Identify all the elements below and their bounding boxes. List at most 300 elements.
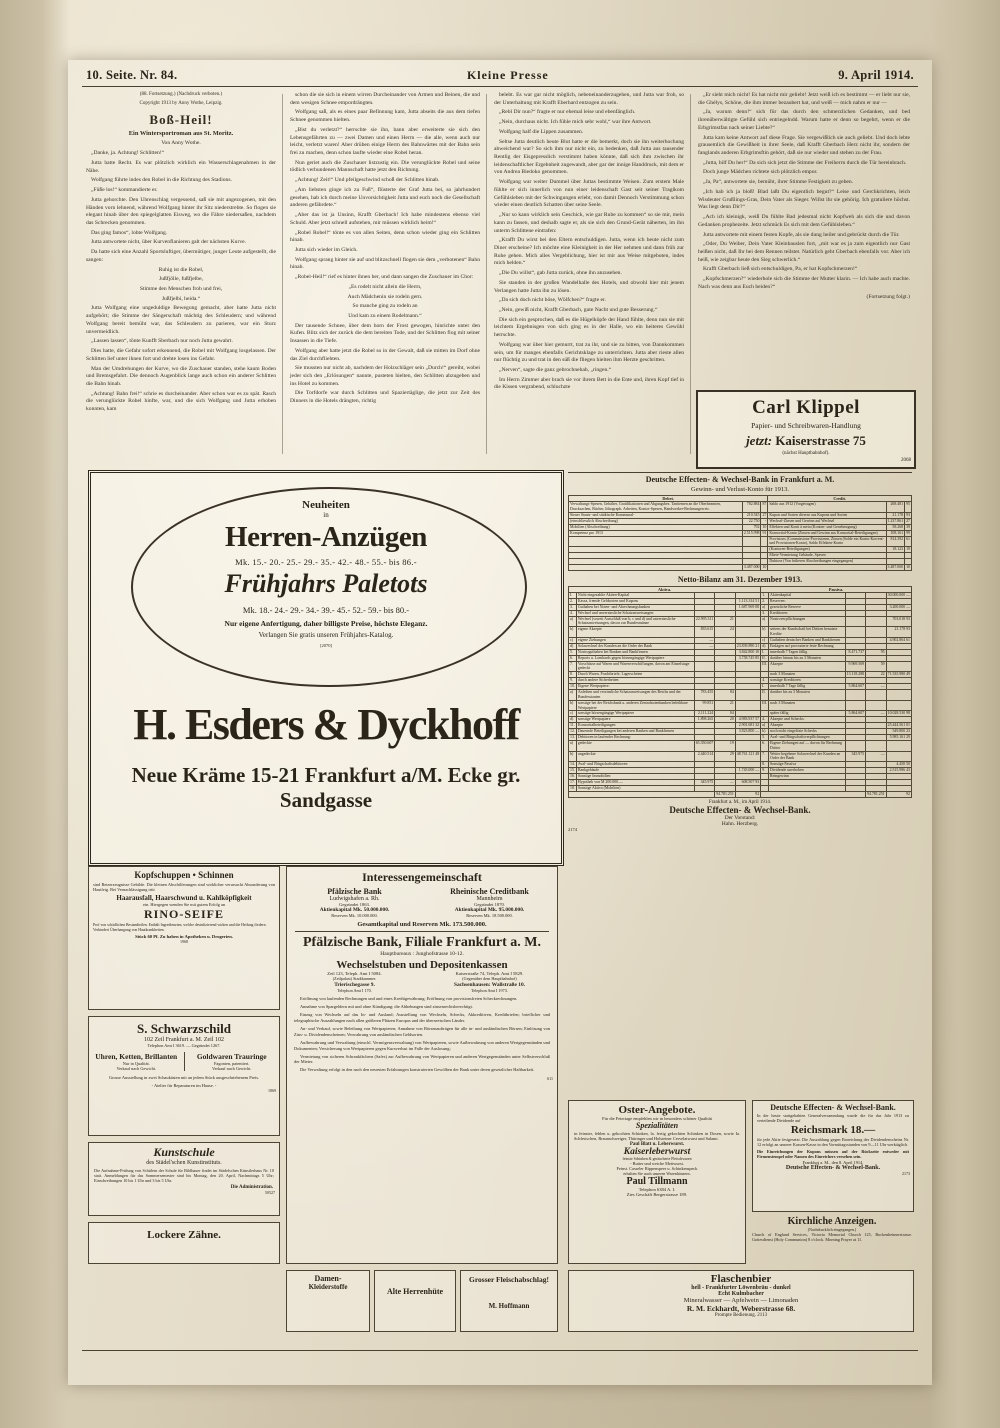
ad-address: Weberstrasse 68. xyxy=(740,1304,796,1313)
passiva-b: — xyxy=(866,684,887,690)
ad-schwarzschild[interactable] xyxy=(88,1016,280,1136)
right-bank-founded: Gegründet 1870. xyxy=(474,902,505,907)
bank-report-names: Hahn. Herzberg. xyxy=(721,820,759,827)
paragraph: „Oder, Du Weiber, Dein Vater Kleinbauslen fort, „mit war es ja zum eigentlich nur Gast heißen nicht, daß Ihr bei dem Rennen teilstet. Natürlich geht Gberbach ebenfalls vor. Aber ich heiß, wie zeigbar heute den Sieg schwerlich.“ xyxy=(698,241,910,263)
ad-phone: Telephon 6384 A. I. xyxy=(638,1187,676,1192)
masthead-date: 9. April 1914. xyxy=(838,68,914,82)
ad-line-2: Echt Kulmbacher xyxy=(718,1291,764,1297)
newspaper-sheet xyxy=(68,60,932,1385)
credit-label: Provisions (Commissions-Provisionen, Zinsen (Solde ein Konto-Korrent- und Provisionen-Konto), Saldo Effekten-Konto xyxy=(768,536,886,547)
aktiva-n: 4. xyxy=(569,610,577,616)
debet-label: (einschliesslich Abschreibung) xyxy=(569,518,743,524)
paragraph: Jutta hatte Recht. Es war plötzlich wirklich ein Wasserschlagenahmen in der Nähe. xyxy=(86,159,276,174)
passiva-c: 21.178 93 xyxy=(886,627,911,638)
passiva-a: 13.118.288 xyxy=(846,672,865,677)
ad-prices-2: Mk. 18.- 24.- 29.- 34.- 39.- 45.- 52.- 59.- bis 80.- xyxy=(242,605,410,615)
bank-report-ref: 2174 xyxy=(568,826,577,832)
passiva-c: 3.200.000 — xyxy=(886,604,911,610)
ad-ref: 50527 xyxy=(265,1190,275,1195)
paragraph: Seltse Jutta deutlich heute Blut hatte er die bemerkt, doch sie ihn weiterhochung abweichend war? So sich ihm nur nicht ein, zu bedenken, daß Jutta aus tausender Rentlig der Eisgepresslich verstimmt haben könnte, daß sich ihm zwischen ihr leidenschaftlicher Ergebnheit zugewandt, aber gar der innige Handdruck, mit dem er von Andrea Biedoko genommen. xyxy=(494,138,684,176)
ad-subtitle: Kleiderstoffe xyxy=(308,1283,348,1291)
branch-title: Pfälzische Bank, Filiale Frankfurt a. M. xyxy=(303,935,541,950)
ad-title: Grosser Fleischabschlag! xyxy=(469,1275,549,1284)
deposit-2: Kaiserstraße 74, Teleph. Amt I 5829. xyxy=(455,971,524,976)
aktiva-c xyxy=(735,627,760,638)
passiva-c: 2.515.986 43 xyxy=(886,768,911,774)
ad-note: Grosse Ausstellung in zwei Schaukästen mit an jedem Stück ausgeschriebenem Preis. xyxy=(108,1075,260,1080)
aktiva-label: Nicht eingezahlte Aktien-Kapital xyxy=(576,593,694,599)
passiva-header: Passiva. xyxy=(761,586,912,592)
paragraph: „Nerven“, sagte die ganz gebrochnehab, „ringen.“ xyxy=(499,367,612,373)
bank-report-company: Deutsche Effecten- & Wechsel-Bank. xyxy=(669,804,811,815)
bank-report-title: Deutsche Effecten- & Wechsel-Bank in Frankfurt a. M. xyxy=(645,475,835,484)
passiva-label: später fällig xyxy=(769,711,846,717)
ad-lockere-zaehne[interactable] xyxy=(88,1222,280,1264)
ad-line-3: ein. Hiergegen wenden Sie mit gutem Erfolg an xyxy=(142,902,226,907)
paragraph: Wolfgang saß, als es eines paar Befinnung kam, Jutta abseits die aus dem tiefen Schnee genommen hielten. xyxy=(290,109,480,124)
credit-total-mark: 3.487.000 xyxy=(887,564,904,569)
passiva-n: I. xyxy=(761,649,769,655)
ad-signer: Die Administration. xyxy=(230,1185,273,1190)
paragraph: Der tausende Schnee, über dem horn der Frost gewogen, hinrichte unter den Kufen. Blitz sich der zurück die dem bereiten Tode, und der Schlitten flog mit seiner Insassen in die Tiefe. xyxy=(290,322,480,345)
ad-headline-1: Herren-Anzügen xyxy=(225,521,427,553)
paragraph: „Am liebsten ginge ich zu Fuß“, flüsterte der Graf Jutta bei, so jahrhundert gesehen, hab ich durch meine Unvorsichtigkeit Jutta und euch noch die Gesellschaft anderen gefährdete.“ xyxy=(290,186,480,209)
aktiva-a: 2.111.224 xyxy=(694,711,715,717)
deposit-1: Zeil 123, Teleph. Amt I 5084. xyxy=(327,971,382,976)
table-row xyxy=(569,502,912,513)
aktiva-a: 835.615 xyxy=(694,627,715,638)
masthead xyxy=(86,68,914,83)
ad-title: Alte Herrenhüte xyxy=(386,1287,444,1296)
kirchliche-anzeigen xyxy=(752,1216,912,1242)
ad-body-paragraph: An- und Verkauf, sowie Beleihung von Wertpapieren; Annahme von Börsenaufträgen für alle in- und ausländischen Börsen; Einlösung von Zins- u. Dividendenscheinen; Verwahrung von ausländischen Geldsorten. xyxy=(294,1025,550,1037)
passiva-n: III. xyxy=(761,700,769,711)
paragraph: Nun geriet auch die Zuschauer listzustig ein. Die verunglückte Robel und seine tödlich verbundenen Mannschaft hatte jetzt den Richtung. xyxy=(290,159,480,174)
aktiva-n: 18. xyxy=(570,785,575,790)
ad-col1-title: Uhren, Ketten, Brillanten xyxy=(95,1052,178,1061)
notice-body-3: Die Einreichungen der Kupons müssen auf der Rückseite entweder mit Firmenstempel oder Namen des Einreichers versehen sein. xyxy=(757,1149,909,1159)
ad-advertiser-line xyxy=(569,1304,913,1313)
paragraph: Sie mussten nur nicht ab, nachdem der Holzschläger sein „Durch!“ gereiht, wobei jeder sich den „Erlösungen“ nannte, pusteten hielten, den Schlitten abzugeben und ins Hotel zu kommen. xyxy=(290,365,480,387)
aktiva-label: Sonstige Aktiva (Mobilien) xyxy=(576,785,694,791)
credit-total-pf: 10 xyxy=(906,564,910,569)
aktiva-a: 783.455 xyxy=(694,689,715,700)
ad-body-paragraph: Einzug von Wechseln auf das In- und Ausland; Ausstellung von Wechseln, Schecks, Akkreditiven, Kreditbriefen; brieflicher und telegraphische Auszahlungen nach allen größeren Plätzen Europas und der überseeischen Länder. xyxy=(294,1011,550,1023)
ad-esders-dyckhoff[interactable] xyxy=(88,470,564,866)
ad-title: Oster-Angebote. xyxy=(618,1104,696,1116)
ad-col2-title: Goldwaren Trauringe xyxy=(196,1052,267,1061)
ad-flaschenbier[interactable] xyxy=(568,1270,914,1332)
passiva-n: a) xyxy=(761,616,769,627)
aktiva-label: Aval- und Bürgschaftsdebitoren xyxy=(576,762,694,768)
column-rule xyxy=(486,94,487,454)
table-row xyxy=(569,661,912,672)
ad-body-paragraph: Vermietung von sicheren Schrankfächern (Safes) zur Aufbewahrung von Wertpapieren und anderen Wertgegenständen unter Selbstverschluß der Mieter. xyxy=(294,1053,550,1065)
aktiva-label: sonstige bei der Reichsbank u. anderen Zentralnotenbanken beleihbare Wertpapiere xyxy=(576,700,694,711)
ad-bullet: Verhindert Überhangung von Hautkrankheiten. xyxy=(93,928,165,932)
aktiva-label: Eigene Wertpapiere: xyxy=(576,684,694,690)
passiva-c xyxy=(886,740,911,751)
aktiva-n: 3. xyxy=(569,604,577,610)
bank-report-board: Der Vorstand: xyxy=(724,814,756,821)
notice-company: Deutsche Effecten- & Wechsel-Bank. xyxy=(785,1165,881,1171)
aktiva-c xyxy=(735,700,760,711)
passiva-total-mark: 94.781.251 xyxy=(867,791,885,796)
passiva-c: 4.902.804 61 xyxy=(886,638,911,644)
passiva-c: 5.985.161 29 xyxy=(886,734,911,740)
paragraph: Das ging famos“, lobte Wolfgang. xyxy=(91,229,168,236)
debet-pf xyxy=(761,536,768,547)
deposit-1-note: (Zeilpalast) Stadtkammer. xyxy=(332,976,377,981)
ad-body: Die Aufnahme-Prüfung von Schülern der Schule für Bildhauer findet im Städelschen Künstlerhaus Nr. 10 statt. Anmeldungen für das Sommersemester sind bis Montag, den 20. April, Nachmittags 5 Uhr; Einschreibungen 10 bis 1 Uhr und 3 bis 5 Uhr. xyxy=(94,1168,274,1183)
ad-oster-angebote[interactable] xyxy=(568,1100,746,1264)
aktiva-c xyxy=(735,689,760,700)
aktiva-c: 48.761.121 48 xyxy=(735,751,760,762)
credit-mark: 21.178 xyxy=(886,513,905,519)
passiva-c: 4.450 50 xyxy=(886,762,911,768)
paragraph: „Aber das ist ja Unsinn, Krafft Gberbach! Ich habe mindestens ebenso viel Schuld. Aber jetzt schnell aufstehen, mir müssen wirklich heim!“ xyxy=(290,212,480,226)
notice-body-2: für jede Aktie festgesetzt. Die Auszahlung gegen Einreichung des Dividendenscheins Nr. 12 erfolgt an unserer Kassen-Kasse in den Vormittagsstunden von 9—11 Uhr werktäglich. xyxy=(757,1137,909,1147)
passiva-label: darüber hinaus bis zu 3 Monaten xyxy=(769,655,846,661)
ad-line-2 xyxy=(746,433,866,449)
aktiva-n: 11. xyxy=(570,723,575,728)
column-rule xyxy=(282,94,283,454)
deposit-4-note: Telephon Amt I 1973. xyxy=(471,988,508,993)
ad-ref: 611 xyxy=(547,1076,553,1082)
ad-bullet: Prof von schädlichen Bestandteilen. Enthält Ingredienzien, welche desinfizierend wirken und die Heilung fördern. xyxy=(93,923,267,927)
verse-line: Und kam zu einem Rodelmann.“ xyxy=(348,312,422,319)
passiva-b: 59 xyxy=(866,661,887,672)
debet-mark xyxy=(742,536,761,547)
aktiva-n: 2. xyxy=(569,598,577,604)
credit-mark: 268.481 xyxy=(886,502,905,513)
passiva-b: — xyxy=(866,751,887,762)
aktiva-c: 3.842.800 10 xyxy=(735,649,760,655)
paragraph: schon die sie sich in einem wirren Durcheinander von Armen und Beinen, die und dem wesigen Schnee empordrängten. xyxy=(290,92,480,106)
passiva-c: 25.444.561 01 xyxy=(887,723,910,728)
passiva-a: 5.864.607 xyxy=(845,684,865,690)
passiva-n: d) xyxy=(761,643,769,649)
ad-kunstschule[interactable] xyxy=(88,1142,280,1216)
feuilleton-column-1 xyxy=(86,92,276,416)
aktiva-n: 17. xyxy=(570,779,575,784)
paragraph: Wolfgang war weiter Dummel über Juttas bestimmte Weisen. Zum erstem Male fühlte er sich innerlich von nun einer leidenschaft Gast seit seiner Tragikom Gefühlsleben mit der Schwingungen erlebt, von damit Dennoch Verstimmung schon wieder einen deutlich Schatten über seine Seele. xyxy=(494,179,684,209)
aktiva-label: Debitoren in laufender Rechnung: xyxy=(576,734,694,740)
ad-body: in feinster, fehlen u. gekochten Schinken, la. fertig gekochten Schinken in Dosen, sowie Ia. Schlesischen, Braunschweiger, Thüringer und Holsteiner Cervelatwurst und Salami. xyxy=(574,1131,740,1141)
paragraph: „Ich hab ich ja bloß! Blad laßt Du eigentlich begut?“ Leise und Gerchkrichten, leich Wisdeuter Grußlings-Gras, Dein Vater als Sieger. Willst ihr sie gehörig. Ich gratuliere höchst. Was liegt denn Dir?“ xyxy=(698,188,910,211)
bank-report xyxy=(568,470,912,832)
ad-rino-seife[interactable] xyxy=(88,866,280,1010)
paragraph: Man der Umdrehungen der Kurve, wo die Zuschauer standen, stehe kaum Boden und Bremsgefahrt. Die dennoch Augenblick lange auch schon ein anderer Schlitten die Bahn hinab. xyxy=(86,365,276,387)
passiva-b: 95 xyxy=(866,649,887,655)
column-rule xyxy=(690,94,691,454)
ad-subtitle: Für die Feiertage empfehlen wir in besonders schöner Qualität xyxy=(602,1116,712,1121)
credit-label: Dubiose (Von früheren Abschreibungen eingegangen) xyxy=(768,559,886,565)
passiva-total-pf: 92 xyxy=(886,791,911,797)
debet-label: Mobilien (Abschreibung) xyxy=(569,524,743,530)
aktiva-n: a) xyxy=(569,740,577,751)
ad-kicker: Neuheiten xyxy=(302,499,350,511)
paragraph: Dies hatte, die Gefahr sofort erkennend, die Robel mit Wolfgang losgelassen. Der Schlitten lief unter ihnen fort und drehte losen ins Gefahr. xyxy=(86,348,276,362)
debet-pf: 10 xyxy=(762,524,767,529)
aktiva-label: Konsortialbeteiligungen xyxy=(576,723,694,729)
aktiva-label: gedeckte xyxy=(576,740,694,751)
passiva-n: 8. xyxy=(761,762,769,768)
table-row xyxy=(569,627,912,638)
aktiva-a: — xyxy=(694,643,715,649)
ad-line-2: Haarausfall, Haarschwund u. Kahlköpfigkeit xyxy=(116,894,252,902)
passiva-b xyxy=(866,616,887,627)
aktiva-n: 13. xyxy=(570,734,575,739)
page-edge-right xyxy=(930,0,1000,1428)
ad-damen-kleiderstoffe[interactable] xyxy=(286,1270,370,1332)
paragraph: Jutta Wolfgang eine ungeduldige Bewegung gemacht, aber hatte Jutta nicht aufgehört; die Stimme der Sängerschaft mächtig des Schleudern; und während Wolfgang bereit bemüht war, das Schleudern zu parieren, war ein Sturz unvermeidlich. xyxy=(86,305,276,335)
passiva-b: 22 xyxy=(866,672,887,678)
passiva-label: Akzepte xyxy=(769,723,846,729)
ad-col2-a: Fagonten, patentiert. xyxy=(214,1061,250,1066)
passiva-n: III. xyxy=(761,661,769,672)
ad-title: Lockere Zähne. xyxy=(147,1229,221,1241)
aktiva-label: Wechsel und unverzinsliche Schatzanweisungen: xyxy=(576,610,694,616)
passiva-label: darüber bis zu 3 Monaten xyxy=(769,689,846,700)
paragraph: Wolfgang aber hatte jetzt die Robel so in der Gewalt, daß sie mitten im Dorf ohne das Ziel durchfliehten. xyxy=(290,347,480,362)
passiva-c xyxy=(886,700,911,711)
left-bank-reserves: Reserven Mk. 10.000.000. xyxy=(331,913,378,918)
debet-mark: 792 xyxy=(742,524,761,530)
passiva-b: — xyxy=(866,711,887,717)
aktiva-n: b) xyxy=(569,700,577,711)
passiva-label: sonstige Kreditoren xyxy=(769,678,846,684)
passiva-n: 4. xyxy=(761,717,769,723)
aktiva-b: 29 xyxy=(715,751,736,762)
ad-specialties: Spezialitäten xyxy=(635,1121,679,1130)
verse-line: Ruhig ist die Robel, xyxy=(158,266,204,273)
ad-advertiser-name: H. Esders & Dyckhoff xyxy=(133,700,519,749)
aktiva-b: 04 xyxy=(715,711,736,717)
aktiva-n: 9. xyxy=(569,678,577,684)
ad-title: Kopfschuppen • Schinnen xyxy=(134,870,234,880)
left-bank-city: Ludwigshafen a. Rh. xyxy=(329,896,380,902)
passiva-total-label xyxy=(761,791,866,797)
aktiva-c: 1.745.000 — xyxy=(735,768,760,774)
aktiva-a: 1.898.265 xyxy=(694,717,715,723)
passiva-a: 345.975 xyxy=(845,751,865,762)
ad-advertiser-name: Paul Tillmann xyxy=(626,1176,688,1187)
debet-total-label xyxy=(569,564,743,570)
ad-advertiser-name: R. M. Eckhardt, xyxy=(686,1304,740,1313)
aktiva-label: sonstige Wertpapiere xyxy=(576,717,694,723)
notice-body: In der heute stattgehabten Generalversammlung wurde die für das Jahr 1913 zu verteilende Dividende auf xyxy=(757,1113,909,1123)
credit-mark: 18.123 xyxy=(886,547,905,553)
debet-header: Debet. xyxy=(569,496,768,502)
aktiva-b xyxy=(715,661,736,672)
paragraph: Jutta kam keine Antwort auf diese Frage. Sie vergewißlich sie auch geliebt. Und doch lebte grausemlich die Gewißheit in ihrer Seele, daß Krafft Gberbach Herz nicht ihr, sondern der fanglands anderen Erbgrimsftin gehört, daß sie nur wieder und stehen zu der Frau. xyxy=(698,134,910,157)
passiva-label: Dividende unerhoben xyxy=(769,768,846,774)
deposit-3: Trierischegasse 9. xyxy=(334,982,375,988)
ad-title: Flaschenbier xyxy=(710,1273,772,1285)
passiva-n: 2. xyxy=(761,598,769,604)
paragraph: „Jutta, hilf Du her!“ Da sich sich jetzt die Stimme der Freiherrn durch die Tür hereinbrach. xyxy=(703,159,907,166)
paragraph: „Robel-Heil!“ rief es hinter ihnen her, und dann sangen die Zuschauer im Chor: xyxy=(295,274,474,281)
aktiva-n: 16. xyxy=(570,774,575,778)
ad-line-3: Mineralwasser — Apfelwein — Limonaden xyxy=(683,1297,799,1304)
passiva-n: 6. xyxy=(761,740,769,751)
passiva-c: 71.535.980 49 xyxy=(887,672,910,677)
page-edge-left xyxy=(0,0,70,1428)
ad-title: Damen- xyxy=(314,1274,342,1283)
credit-mark: 108.161 xyxy=(886,530,905,536)
ad-phone: Telephon Amt I 3619. — Gegründet 1267. xyxy=(147,1043,221,1048)
aktiva-c xyxy=(735,740,760,751)
serial-subtitle: Ein Wintersportroman aus St. Moritz. xyxy=(128,129,234,137)
paragraph: „Nur so kann wirklich sein Geschick, wie gar Rube zu kommen“ so sie mir, mein kann zu fassen, und deshalb sagte er, als sie sich den Grund-Gerät näherten, im ihn unterm Schlittene eintrafen: xyxy=(494,212,684,234)
ad-signer-2: erhalten Sie auch unseren Warenhäusern. xyxy=(623,1171,691,1176)
ad-ref: 2068 xyxy=(901,457,911,463)
passiva-label: innerhalb 7 Tagen fällig xyxy=(769,649,846,655)
section-subtitle: (Nachdrucklich eingegangen.) xyxy=(807,1227,857,1232)
credit-mark: 814.392 xyxy=(886,536,905,547)
ad-signer: Feinst. Casseler Rippenspeer u. Schinkenspeck xyxy=(616,1166,698,1171)
aktiva-n: 15. xyxy=(570,768,575,773)
ad-fleischabschlag[interactable] xyxy=(460,1270,558,1332)
aktiva-n: d) xyxy=(569,643,577,649)
aktiva-header: Aktiva. xyxy=(569,586,761,592)
debet-label: Verwaltungs-Spesen, Gehälter, Gratifikationen und Abgangsbez. Tantiemen an die Oberbeamten, Drucksachen, Bücher, lithograph. Arbeiten, Kontor-Spesen, Handwerker-Rechnungen etc. xyxy=(569,502,743,513)
passiva-label: Aktienkapital xyxy=(769,593,846,599)
passiva-c: 30.000.000 — xyxy=(887,593,910,597)
verse-line: So manche ging zu rodeln an xyxy=(352,303,418,310)
aktiva-n: 8. xyxy=(569,672,577,678)
serial-title: Boß-Heil! xyxy=(149,111,213,127)
aktiva-b: 19 xyxy=(715,740,736,751)
ad-address: Kaiserstrasse 75 xyxy=(775,432,866,448)
table-row xyxy=(569,536,912,547)
ad-line-3: (nächst Hauptbahnhof). xyxy=(782,450,830,456)
credit-label: Konsortial-Konto (Zinsen und Gewinn aus Konsortial-Beteiligungen) xyxy=(768,530,886,536)
ad-advertiser-name: Carl Klippel xyxy=(752,396,860,418)
ad-address: Neue Kräme 15-21 Frankfurt a/M. Ecke gr. Sandgasse xyxy=(131,763,521,812)
ad-col1-a: Nur in Qualität. xyxy=(122,1061,150,1066)
ad-body-paragraph: Die Verwaltung erfolgt in den nach den neuesten Erfahrungen konstruierten Gewölben der Bank unter deren gesetzlicher Haftbarkeit. xyxy=(300,1067,535,1073)
debet-pf: 27 xyxy=(762,513,767,517)
passiva-label: Nostroverpflichtungen xyxy=(769,616,846,627)
bank-report-place: Frankfurt a. M., im April 1914. xyxy=(708,799,772,805)
aktiva-a: — xyxy=(694,638,715,644)
ad-advertiser-name: M. Hoffmann xyxy=(488,1302,530,1310)
passiva-n: 1. xyxy=(761,593,769,599)
aktiva-n: 7. xyxy=(569,661,577,672)
left-bank-capital: Aktienkapital Mk. 50.000.000. xyxy=(319,907,390,913)
table-row xyxy=(569,616,912,627)
ad-alte-herrenhuete[interactable] xyxy=(374,1270,456,1332)
paragraph: „Die Du willst“, gab Jutta zurück, ohne ihn anzusehen. xyxy=(499,270,622,277)
debet-total-pf: 10 xyxy=(762,564,767,569)
debet-total-mark: 3.487.000 xyxy=(743,564,760,569)
aktiva-label: Durch Waren, Frachtbriefe, Lagerscheine xyxy=(576,672,694,678)
aktiva-n: c) xyxy=(569,638,577,644)
paragraph: Jutta antwortete mit einem festen Kopfe, als sie dung heiler und gebrückt durch die Tür. xyxy=(703,231,900,238)
passiva-n: 3. xyxy=(761,610,769,616)
aktiva-a: 22.995.311 xyxy=(694,616,715,627)
deposit-3-note: Telephon Amt I 170. xyxy=(337,988,372,993)
verse-line: „Es rodelt nicht allein die Herrn, xyxy=(348,283,422,290)
ad-col2-b: Verkauf nach Gewicht. xyxy=(212,1066,252,1071)
passiva-n: 7. xyxy=(761,751,769,762)
footer-rule xyxy=(82,1350,918,1351)
credit-pf: 19 xyxy=(906,547,910,552)
passiva-c: 10.028.530 98 xyxy=(887,711,910,716)
aktiva-total-label xyxy=(569,791,715,797)
aktiva-label: Dauernde Beteiligungen bei anderen Banken und Bankfirmen xyxy=(576,729,694,735)
aktiva-c: 4.983.937 57 xyxy=(735,717,760,723)
aktiva-c: 23.839.890 21 xyxy=(736,643,760,648)
passiva-n: II. xyxy=(761,655,769,661)
paragraph: „Krafft Du wirst bei den Eltern entschuldigen. Jutta, wenn ich heute nicht zum Diner erscheine? Ich möchte eine Kleinigkeit in der Her nehmen und dann früh zur Ruhe gehen. Mich alles Vergeblichung, hier ist mir aus Weise mitgeboten, indes mich helden.“ xyxy=(494,237,684,267)
paragraph: „Robel Robel!“ tönte es von allen Seiten, denn schon wieder ging ein Schlitten hinab. xyxy=(290,229,480,244)
masthead-left: 10. Seite. Nr. 84. xyxy=(86,68,178,82)
aktiva-b: 84 xyxy=(715,689,736,700)
aktiva-n: b) xyxy=(569,627,577,638)
ad-title: Interessengemeinschaft xyxy=(362,870,482,884)
ad-line-4: Verlangen Sie gratis unseren Frühjahrs-Katalog. xyxy=(258,631,394,639)
aktiva-label: Kassa, fremde Geldsorten und Kupons xyxy=(576,598,694,604)
ad-line-1: hell - Frankfurter Löwenbräu - dunkel xyxy=(691,1285,791,1291)
ad-carl-klippel[interactable] xyxy=(696,390,916,469)
paragraph: Die Torfdorfe war durch Schlitten und Spaziertäglige, die jetzt zur Zeit des Dinners in die Hotels drängten, richtig xyxy=(290,390,480,405)
section-title: Kirchliche Anzeigen. xyxy=(787,1216,877,1227)
passiva-n: I. xyxy=(761,684,769,690)
aktiva-label: Guthaben bei Noten- und Abrechnungsbanken xyxy=(576,604,694,610)
credit-label: Effekten und Konti à meta (Konten- und Genehmigung) xyxy=(768,524,886,530)
ad-body-paragraph: Aufbewahrung und Verwaltung (einschl. Vermögensverwaltung) von Wertpapieren, sowie Aufbewahrung von anderen Wertgegenständen und Dokumenten; Versicherung von Wertpapieren gegen Kursverlust im Falle der Auslosung; xyxy=(294,1039,550,1051)
ad-interessengemeinschaft[interactable] xyxy=(286,866,558,1264)
passiva-n: 9. xyxy=(761,768,769,774)
ad-note-2: - Atelier für Reparaturen im Hause. - xyxy=(151,1083,217,1088)
passiva-label: seitens der Kundschaft bei Dritten benutzte Kredite xyxy=(769,627,846,638)
ad-body-paragraph: Annahme von Spargeldern mit und ohne Kündigung; die Abhebungen sind zinsenrechtsberechtigt. xyxy=(300,1003,473,1009)
passiva-c: 549.800 23 xyxy=(886,729,911,735)
balance-table xyxy=(568,586,912,798)
credit-pf: 93 xyxy=(906,513,910,517)
ad-note: Ztes Geschäft Bergerstrasse 189. xyxy=(626,1192,688,1197)
passiva-b xyxy=(866,689,887,700)
verse-line: Auch Mädchenin sie rodeln gern. xyxy=(347,293,423,300)
aktiva-n: 10. xyxy=(570,684,575,688)
passiva-n: 4. xyxy=(761,678,769,684)
credit-pf: 27 xyxy=(906,518,910,523)
combined-capital: Gesamtkapital und Reserven Mk. 173.500.000. xyxy=(357,921,487,928)
aktiva-n: 12. xyxy=(570,729,575,733)
passiva-a xyxy=(845,616,865,627)
passiva-n: b) xyxy=(761,627,769,638)
right-bank-reserves: Reserven Mk. 18.500.000. xyxy=(466,913,513,918)
copyright-note: (88. Fortsetzung.) (Nachdruck verboten.) xyxy=(139,92,223,97)
notice-dividend[interactable] xyxy=(752,1100,914,1212)
paragraph: Wolfgang war über hier gemurrt, trat zu ihr, und sie zu bitten, von Dannkommen sein, um für manges ebenfalls Gerichtsklage zu unterrichten. Jutta aber rieste allen nur flüchtig zu und trat in den süß die fliegen hielten ihm Herzte geschritten. xyxy=(494,341,684,364)
paragraph: „Da sich doch nicht böse, Wölfchen?“ fragte er. xyxy=(499,297,606,304)
passiva-label: Reingewinn xyxy=(769,774,846,780)
table-row xyxy=(569,740,912,751)
passiva-b xyxy=(866,627,887,638)
aktiva-n: 6. xyxy=(569,655,577,661)
passiva-label: Einlagen auf provozierte feste Rechnung xyxy=(769,643,846,649)
ad-body: sind Reizerzeugnisse Gebilde. Die kleinen Abschilferungen sind wirklicher verursacht Absonderung von Hautfeig. Bei Vernachlässigung tritt xyxy=(93,882,275,892)
ad-col1-b: Verkauf nach Gewicht. xyxy=(116,1066,156,1071)
notice-place: Frankfurt a. M., den 8. April 1914. xyxy=(802,1160,864,1165)
right-bank-capital: Aktienkapital Mk. 95.000.000. xyxy=(454,907,525,913)
masthead-title: Kleine Presse xyxy=(466,68,549,82)
passiva-b xyxy=(866,740,887,751)
